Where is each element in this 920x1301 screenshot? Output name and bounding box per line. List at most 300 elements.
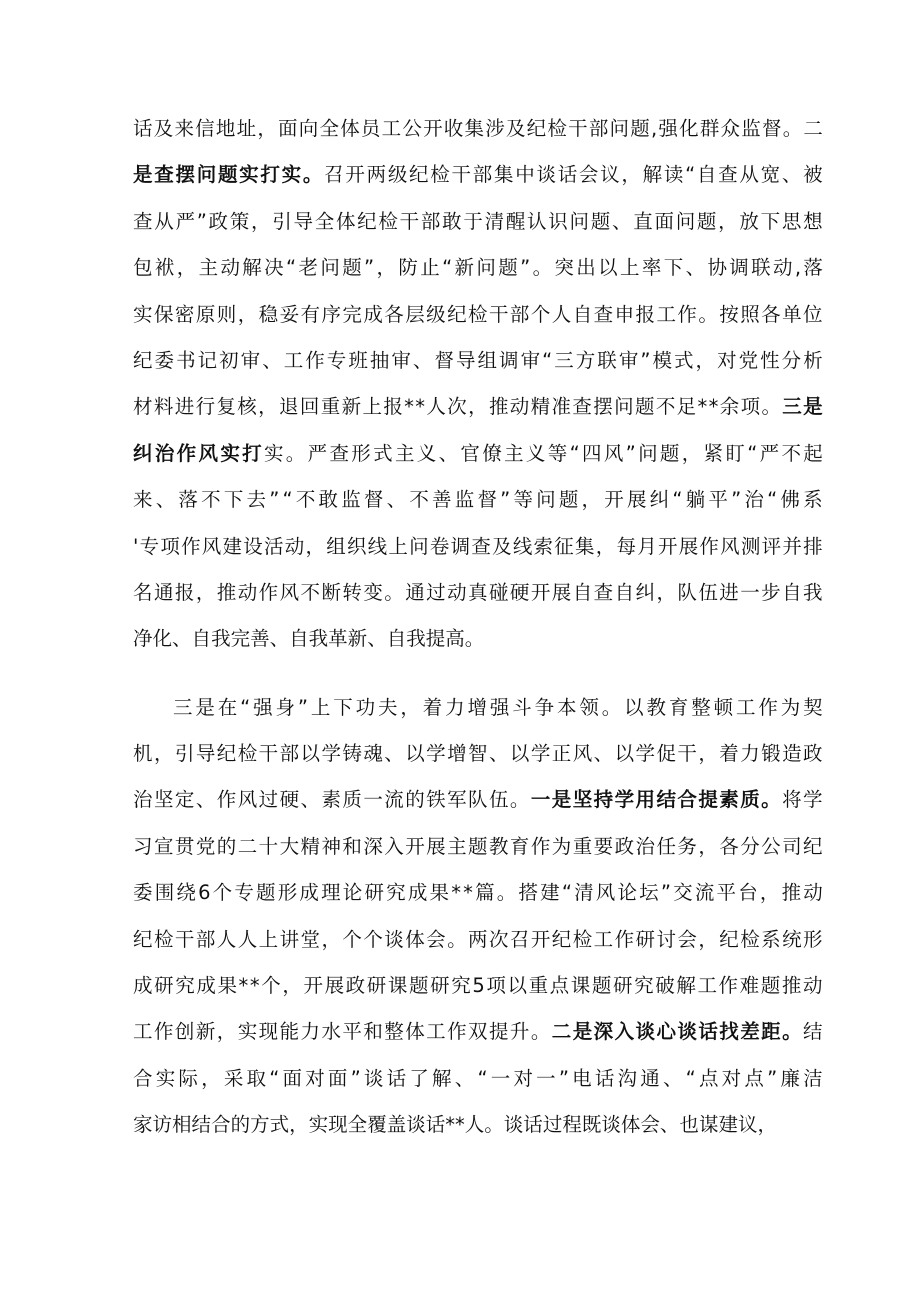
text-char: 回 <box>299 395 320 419</box>
text-char: 我 <box>308 627 329 651</box>
text-char: ” <box>269 488 280 512</box>
bold-char: 打 <box>242 441 262 465</box>
text-char: 严 <box>759 441 780 465</box>
text-char: 纪 <box>803 834 823 858</box>
text-char: 工 <box>735 695 756 719</box>
text-char: 作 <box>258 580 279 604</box>
text-char: 研 <box>635 927 656 951</box>
text-char: ” <box>767 1066 778 1090</box>
bold-char: 提 <box>698 788 718 812</box>
text-char: , <box>650 117 658 140</box>
text-char: 领 <box>579 695 599 719</box>
text-char: 个 <box>342 927 362 951</box>
text-char: 夫 <box>377 695 398 719</box>
text-char: 谋 <box>698 1113 719 1137</box>
text-char: ” <box>640 348 651 372</box>
text-char: 解 <box>432 1066 452 1090</box>
text-char: “ <box>286 256 297 280</box>
text-char: 干 <box>451 163 472 187</box>
text-char: 全 <box>347 1113 368 1137</box>
text-char: 督 <box>761 117 782 140</box>
text-char: 人 <box>551 302 572 326</box>
text-char: 清 <box>484 209 505 233</box>
text-char: ， <box>621 163 641 187</box>
text-char: 申 <box>614 302 635 326</box>
text-char: 月 <box>637 534 657 558</box>
text-char: 开 <box>303 974 323 998</box>
text-char: ” <box>196 209 207 233</box>
text-char: 以 <box>300 742 321 766</box>
text-char: 和 <box>342 834 362 858</box>
text-line <box>133 963 823 1009</box>
text-char: 式 <box>269 1113 290 1137</box>
text-char: 展 <box>324 974 345 998</box>
text-char: 真 <box>468 580 488 604</box>
text-char: 风 <box>279 580 300 604</box>
text-char: 导 <box>195 742 216 766</box>
text-char: 造 <box>782 742 802 766</box>
text-char: 查 <box>593 302 614 326</box>
text-char: 家 <box>133 1113 153 1137</box>
text-line <box>133 1056 823 1102</box>
text-char: 监 <box>341 488 361 512</box>
text-char: 以 <box>598 256 618 280</box>
text-char: 精 <box>300 834 321 858</box>
text-char: 体 <box>620 1113 641 1137</box>
text-char: 点 <box>549 974 570 998</box>
text-char: 群 <box>699 117 720 140</box>
text-char: 开 <box>345 163 365 187</box>
text-char: 的 <box>216 834 237 858</box>
text-char: 解 <box>242 256 262 280</box>
text-char: 不 <box>201 488 221 512</box>
text-char: 研 <box>364 881 384 905</box>
text-char: 作 <box>216 788 237 812</box>
text-char: 、 <box>367 627 387 651</box>
text-char: 引 <box>272 209 292 233</box>
text-char: 、 <box>172 627 192 651</box>
text-char: 测 <box>740 534 761 558</box>
text-char: 各 <box>384 302 404 326</box>
text-char: 对 <box>513 1066 533 1090</box>
text-char: 相 <box>172 1113 192 1137</box>
text-char: “ <box>672 488 683 512</box>
bold-char: 。 <box>302 163 323 187</box>
text-char: 个 <box>212 881 233 905</box>
text-char: 自 <box>191 627 212 651</box>
text-char: 我 <box>803 580 823 604</box>
text-char: 二 <box>237 834 258 858</box>
text-char: 廉 <box>780 1066 800 1090</box>
bold-char: 。 <box>782 1020 802 1044</box>
bold-char: 质 <box>740 788 760 812</box>
text-char: * <box>249 974 260 998</box>
text-char: 干 <box>488 302 509 326</box>
text-char: 治 <box>133 788 153 812</box>
text-char: 义 <box>525 441 546 465</box>
text-char: 一 <box>490 1066 511 1090</box>
text-char: 级 <box>387 163 408 187</box>
text-char: 不 <box>655 395 676 419</box>
text-char: 问 <box>614 395 634 419</box>
text-char: ” <box>731 488 742 512</box>
text-char: 对 <box>717 348 737 372</box>
text-char: 高 <box>445 627 465 651</box>
text-char: 篇 <box>475 881 495 905</box>
text-char: 查 <box>572 395 592 419</box>
text-char: 各 <box>719 834 739 858</box>
text-char: ， <box>216 1020 237 1044</box>
text-char: 专 <box>139 534 160 558</box>
text-char: 强 <box>489 695 510 719</box>
text-char: 检 <box>468 302 488 326</box>
text-char: 程 <box>562 1113 582 1137</box>
text-line <box>133 731 823 777</box>
text-char: 题 <box>696 209 717 233</box>
text-char: 全 <box>314 209 335 233</box>
text-char: 级 <box>426 302 446 326</box>
text-char: 作 <box>153 1020 174 1044</box>
text-char: 。 <box>530 1020 551 1044</box>
text-char: 按 <box>719 302 739 326</box>
text-char: 官 <box>460 441 480 465</box>
text-char: 话 <box>557 163 578 187</box>
text-char: 去 <box>246 488 267 512</box>
text-char: 想 <box>803 209 823 233</box>
text-char: 。 <box>509 788 530 812</box>
text-char: 新 <box>341 395 362 419</box>
text-char: 十 <box>258 834 279 858</box>
text-char: 上 <box>310 695 331 719</box>
text-char: 。 <box>464 627 485 651</box>
text-char: 提 <box>488 1020 509 1044</box>
text-char: 问 <box>609 117 630 140</box>
text-char: 、 <box>659 1113 680 1137</box>
text-char: 研 <box>430 974 450 998</box>
text-char: 。 <box>384 580 404 604</box>
text-char: 人 <box>464 1113 485 1137</box>
text-char: 委 <box>133 881 153 905</box>
text-char: 工 <box>697 974 717 998</box>
text-char: 来 <box>133 488 153 512</box>
bold-char: 差 <box>740 1020 760 1044</box>
text-char: 、 <box>412 348 433 372</box>
text-char: 转 <box>342 580 362 604</box>
bold-char: 查 <box>154 163 174 187</box>
text-char: 工 <box>426 1020 446 1044</box>
text-char: 实 <box>133 302 153 326</box>
text-char: 身 <box>275 695 295 719</box>
text-char: 结 <box>191 1113 212 1137</box>
text-char: “ <box>542 348 553 372</box>
text-char: 实 <box>308 1113 329 1137</box>
text-char: 识 <box>548 209 568 233</box>
text-char: 成 <box>196 974 216 998</box>
text-char: 活 <box>264 534 284 558</box>
text-char: 。 <box>447 927 467 951</box>
text-char: 初 <box>219 348 239 372</box>
text-char: 自 <box>572 580 593 604</box>
text-char: 分 <box>740 834 760 858</box>
bold-char: 三 <box>782 395 802 419</box>
text-char: 导 <box>455 348 476 372</box>
text-char: 队 <box>677 580 697 604</box>
text-char: 自 <box>386 627 407 651</box>
text-char: 不 <box>295 488 316 512</box>
text-line <box>133 1009 823 1055</box>
text-char: ， <box>289 1113 309 1137</box>
text-char: 风 <box>603 441 624 465</box>
text-char: 政 <box>803 742 823 766</box>
text-char: 题 <box>590 209 611 233</box>
text-char: 促 <box>656 742 676 766</box>
text-char: 课 <box>387 974 408 998</box>
text-char: 会 <box>426 927 446 951</box>
text-char: 清 <box>574 881 594 905</box>
text-char: “ <box>685 1066 696 1090</box>
text-char: 纪 <box>409 163 429 187</box>
text-char: * <box>463 881 473 905</box>
text-char: 着 <box>719 742 739 766</box>
text-char: 推 <box>781 881 802 905</box>
text-char: 稳 <box>258 302 279 326</box>
text-char: 查 <box>133 209 153 233</box>
text-char: 为 <box>780 695 801 719</box>
text-line <box>133 917 823 963</box>
text-char: 硬 <box>509 580 530 604</box>
text-char: “ <box>569 441 580 465</box>
text-char: 堂 <box>300 927 321 951</box>
text-line <box>133 292 823 338</box>
text-char: 每 <box>616 534 636 558</box>
bold-char: 摆 <box>175 163 195 187</box>
text-char: 个 <box>363 927 383 951</box>
paragraph <box>133 106 823 663</box>
text-char: 纪 <box>719 927 739 951</box>
text-char: 问 <box>476 256 496 280</box>
text-char: 一 <box>740 580 760 604</box>
text-char: 题 <box>256 881 276 905</box>
text-char: 进 <box>719 580 739 604</box>
text-char: 性 <box>760 348 780 372</box>
text-char: 开 <box>604 488 624 512</box>
bold-char: 二 <box>551 1020 572 1044</box>
text-char: 出 <box>576 256 596 280</box>
text-char: 集 <box>464 117 485 140</box>
bold-char: 话 <box>698 1020 718 1044</box>
text-char: 个 <box>530 302 551 326</box>
text-char: 中 <box>515 163 535 187</box>
text-char: * <box>697 395 708 419</box>
text-char: 密 <box>174 302 195 326</box>
text-char: ” <box>500 488 511 512</box>
text-char: 题 <box>591 974 612 998</box>
text-char: 究 <box>451 974 471 998</box>
text-char: 解 <box>676 974 696 998</box>
text-char: 铸 <box>342 742 362 766</box>
text-char: 建 <box>222 534 243 558</box>
text-char: 作 <box>699 534 719 558</box>
text-char: 主 <box>504 441 524 465</box>
text-char: 纪 <box>447 302 467 326</box>
text-char: 体 <box>340 117 360 140</box>
text-char: 开 <box>530 580 551 604</box>
text-char: 电 <box>572 1066 592 1090</box>
text-char: 两 <box>366 163 387 187</box>
text-char: 从 <box>154 209 174 233</box>
text-char: 地 <box>215 117 236 140</box>
text-line <box>133 685 823 731</box>
text-char: 、 <box>685 256 706 280</box>
text-char: 进 <box>174 395 195 419</box>
text-char: 谈 <box>406 1113 426 1137</box>
text-char: 三 <box>173 695 193 719</box>
text-char: 索 <box>533 534 554 558</box>
text-char: 工 <box>656 302 676 326</box>
text-char: 干 <box>258 742 279 766</box>
text-char: 落 <box>178 488 198 512</box>
text-char: 伍 <box>488 788 509 812</box>
text-char: 讨 <box>656 927 676 951</box>
text-char: 妥 <box>279 302 300 326</box>
text-char: 召 <box>509 927 530 951</box>
text-char: ， <box>595 534 616 558</box>
text-char: 治 <box>635 834 656 858</box>
text-char: 开 <box>423 117 443 140</box>
text-char: ， <box>698 742 718 766</box>
text-char: 严 <box>307 441 328 465</box>
bold-char: 素 <box>719 788 739 812</box>
text-char: ” <box>364 256 375 280</box>
text-char: ” <box>297 695 308 719</box>
text-char: 纪 <box>357 209 377 233</box>
bold-char: 坚 <box>572 788 593 812</box>
text-char: 政 <box>614 834 635 858</box>
text-char: 司 <box>782 834 802 858</box>
text-char: 谈 <box>384 927 404 951</box>
text-char: 形 <box>803 927 823 951</box>
bold-char: 题 <box>217 163 238 187</box>
text-char: 实 <box>263 441 284 465</box>
text-char: 化 <box>152 627 173 651</box>
text-char: , <box>794 256 802 280</box>
text-char: 风 <box>572 742 593 766</box>
bold-char: 谈 <box>677 1020 697 1044</box>
text-char: 式 <box>373 441 393 465</box>
text-line <box>133 384 823 430</box>
text-char: 不 <box>300 580 321 604</box>
text-char: 联 <box>751 256 771 280</box>
text-char: 治 <box>744 488 764 512</box>
text-char: ， <box>400 695 420 719</box>
text-char: 课 <box>570 974 591 998</box>
text-char: 调 <box>729 256 749 280</box>
text-char: 现 <box>328 1113 348 1137</box>
bold-char: 深 <box>593 1020 614 1044</box>
text-char: 、 <box>300 788 321 812</box>
text-char: 坚 <box>153 788 174 812</box>
text-char: ， <box>757 1113 777 1137</box>
text-line <box>133 824 823 870</box>
bold-char: 谈 <box>635 1020 656 1044</box>
text-char: 对 <box>305 1066 325 1090</box>
text-char: 我 <box>211 627 231 651</box>
text-char: 面 <box>327 1066 348 1090</box>
text-line <box>133 338 823 384</box>
text-char: 原 <box>195 302 216 326</box>
text-char: 工 <box>283 348 304 372</box>
text-char: 不 <box>781 441 801 465</box>
text-char: 二 <box>803 117 823 140</box>
text-char: 及 <box>153 117 174 140</box>
text-char: 魂 <box>363 742 383 766</box>
text-char: 平 <box>708 488 728 512</box>
text-char: 学 <box>530 742 551 766</box>
text-char: ， <box>698 927 718 951</box>
text-char: 能 <box>279 1020 300 1044</box>
text-char: 论 <box>342 881 363 905</box>
text-char: 深 <box>363 834 383 858</box>
text-char: 书 <box>176 348 196 372</box>
text-char: 作 <box>758 695 778 719</box>
text-char: 盖 <box>386 1113 407 1137</box>
text-char: “ <box>767 488 778 512</box>
text-char: 敢 <box>442 209 462 233</box>
text-char: 风 <box>720 534 740 558</box>
text-char: 工 <box>381 117 402 140</box>
bold-char: 治 <box>154 441 175 465</box>
text-char: 思 <box>781 209 802 233</box>
text-char: 查 <box>593 580 614 604</box>
bold-char: 实 <box>239 163 259 187</box>
text-char: 增 <box>467 695 487 719</box>
text-char: 一 <box>536 1066 556 1090</box>
text-char: 也 <box>679 1113 699 1137</box>
text-char: 成 <box>133 974 153 998</box>
text-char: 以 <box>405 742 425 766</box>
text-char: 解 <box>642 163 663 187</box>
text-char: 专 <box>234 881 254 905</box>
text-char: 实 <box>237 1020 258 1044</box>
text-char: 成 <box>299 881 319 905</box>
text-char: 。 <box>285 441 306 465</box>
text-char: 展 <box>626 488 647 512</box>
text-char: 入 <box>384 834 404 858</box>
text-line <box>133 870 823 916</box>
text-char: 线 <box>512 534 533 558</box>
text-char: 醒 <box>505 209 526 233</box>
bold-char: 作 <box>176 441 197 465</box>
text-char: 宣 <box>153 834 174 858</box>
text-char: ， <box>251 209 271 233</box>
text-char: 检 <box>237 742 258 766</box>
text-char: 5 <box>472 974 485 998</box>
text-char: 推 <box>216 580 237 604</box>
text-char: 面 <box>282 1066 303 1090</box>
text-char: 行 <box>195 395 216 419</box>
text-char: 部 <box>279 742 300 766</box>
text-char: 围 <box>154 881 175 905</box>
text-char: 督 <box>434 348 454 372</box>
text-char: 项 <box>740 395 761 419</box>
text-char: 、 <box>384 742 404 766</box>
text-char: 点 <box>744 1066 764 1090</box>
text-char: 个 <box>261 974 281 998</box>
text-char: 以 <box>624 695 644 719</box>
text-char: 纪 <box>133 348 153 372</box>
text-char: 题 <box>760 974 781 998</box>
text-char: 题 <box>342 256 362 280</box>
